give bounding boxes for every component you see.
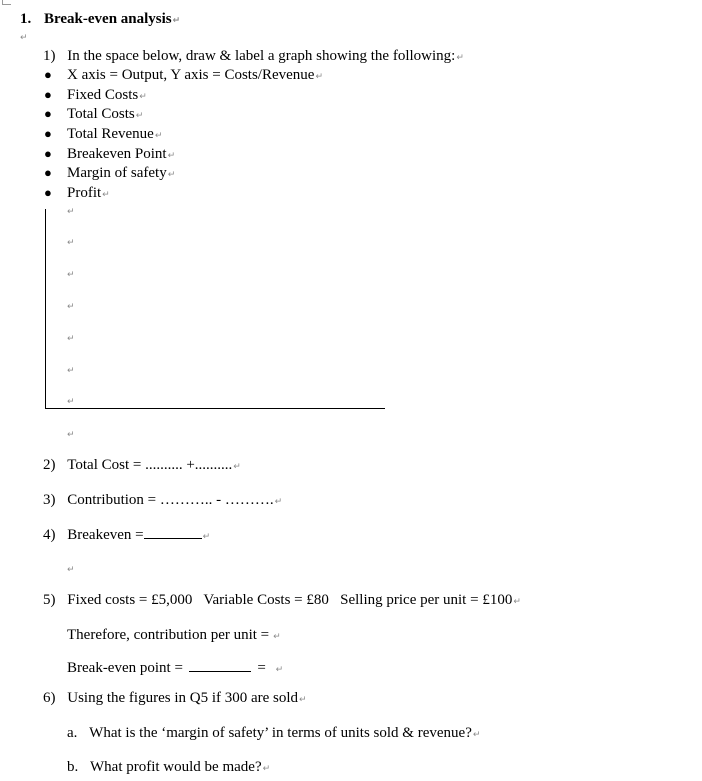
list-item-text: Profit xyxy=(67,185,102,201)
equals-sign: = xyxy=(257,660,266,676)
graph-x-axis xyxy=(45,408,385,409)
bullet-icon: ● xyxy=(44,146,52,161)
paragraph-mark-icon: ↵ xyxy=(67,270,75,280)
heading-number: 1. xyxy=(20,11,32,27)
sub-question-letter: b. xyxy=(67,759,79,775)
breakeven-line xyxy=(67,658,283,679)
paragraph-mark-icon: ↵ xyxy=(154,131,163,141)
paragraph-mark-icon: ↵ xyxy=(202,532,211,542)
list-item xyxy=(67,105,143,125)
paragraph-mark-icon: ↵ xyxy=(456,53,464,63)
paragraph-mark-icon: ↵ xyxy=(102,190,110,200)
list-item-text: Total Costs xyxy=(67,106,135,122)
paragraph-mark-icon: ↵ xyxy=(299,695,307,705)
list-item-text: Fixed Costs xyxy=(67,87,139,103)
bullet-icon: ● xyxy=(44,87,52,102)
paragraph-mark-icon: ↵ xyxy=(513,597,521,607)
answer-blank[interactable] xyxy=(144,525,202,539)
sub-question-a xyxy=(67,724,480,744)
list-item-text: Breakeven Point xyxy=(67,146,167,162)
paragraph-mark-icon: ↵ xyxy=(67,207,75,217)
list-item xyxy=(67,164,175,184)
question-number: 1) xyxy=(43,48,56,64)
question-number: 5) xyxy=(43,592,56,608)
paragraph-mark-icon: ↵ xyxy=(262,764,271,774)
paragraph-mark-icon: ↵ xyxy=(67,366,75,376)
paragraph-mark-icon: ↵ xyxy=(20,33,28,43)
paragraph-mark-icon: ↵ xyxy=(67,397,75,407)
question-2 xyxy=(43,456,241,476)
graph-y-axis xyxy=(45,209,46,409)
sub-question-b xyxy=(67,758,270,778)
paragraph-mark-icon: ↵ xyxy=(67,334,75,344)
paragraph-mark-icon: ↵ xyxy=(275,665,284,675)
page-corner-mark xyxy=(2,0,11,5)
contribution-label: Therefore, contribution per unit = xyxy=(67,627,270,643)
list-item-text: X axis = Output, Y axis = Costs/Revenue xyxy=(67,67,315,83)
paragraph-mark-icon: ↵ xyxy=(472,730,481,740)
question-5 xyxy=(43,591,521,611)
paragraph-mark-icon: ↵ xyxy=(315,72,324,82)
heading-title: Break-even analysis xyxy=(44,11,172,27)
question-4 xyxy=(43,525,210,546)
question-text: In the space below, draw & label a graph showing the following: xyxy=(67,48,456,64)
list-item-text: Total Revenue xyxy=(67,126,154,142)
paragraph-mark-icon: ↵ xyxy=(167,151,176,161)
list-item xyxy=(67,66,323,86)
question-text: Using the figures in Q5 if 300 are sold xyxy=(67,690,299,706)
paragraph-mark-icon: ↵ xyxy=(67,565,75,575)
bullet-icon: ● xyxy=(44,165,52,180)
paragraph-mark-icon: ↵ xyxy=(135,111,144,121)
contribution-line xyxy=(67,626,281,646)
bullet-icon: ● xyxy=(44,185,52,200)
list-item xyxy=(67,184,110,204)
list-item xyxy=(67,145,175,165)
paragraph-mark-icon: ↵ xyxy=(167,170,176,180)
paragraph-mark-icon: ↵ xyxy=(233,462,241,472)
paragraph-mark-icon: ↵ xyxy=(139,92,147,102)
bullet-icon: ● xyxy=(44,67,52,82)
question-number: 4) xyxy=(43,527,56,543)
paragraph-mark-icon: ↵ xyxy=(274,497,283,507)
question-6 xyxy=(43,689,307,709)
answer-blank[interactable] xyxy=(189,658,251,672)
sub-question-text: What profit would be made? xyxy=(90,759,262,775)
sub-question-text: What is the ‘margin of safety’ in terms of units sold & revenue? xyxy=(89,725,472,741)
question-number: 3) xyxy=(43,492,56,508)
list-item-text: Margin of safety xyxy=(67,165,167,181)
list-item xyxy=(67,125,162,145)
bullet-icon: ● xyxy=(44,106,52,121)
question-text: Contribution = ……….. - ………. xyxy=(67,492,274,508)
question-number: 6) xyxy=(43,690,56,706)
paragraph-mark-icon: ↵ xyxy=(67,302,75,312)
breakeven-label: Break-even point = xyxy=(67,660,183,676)
paragraph-mark-icon: ↵ xyxy=(67,238,75,248)
question-text: Total Cost = .......... +.......... xyxy=(67,457,233,473)
question-number: 2) xyxy=(43,457,56,473)
paragraph-mark-icon: ↵ xyxy=(172,16,181,26)
bullet-icon: ● xyxy=(44,126,52,141)
paragraph-mark-icon: ↵ xyxy=(67,430,75,440)
question-text: Fixed costs = £5,000 Variable Costs = £80 Selling price per unit = £100 xyxy=(67,592,513,608)
section-heading xyxy=(20,10,180,30)
question-3 xyxy=(43,491,282,511)
list-item xyxy=(67,86,147,106)
question-text: Breakeven = xyxy=(67,527,144,543)
paragraph-mark-icon: ↵ xyxy=(273,632,281,642)
question-1 xyxy=(43,47,464,67)
sub-question-letter: a. xyxy=(67,725,78,741)
